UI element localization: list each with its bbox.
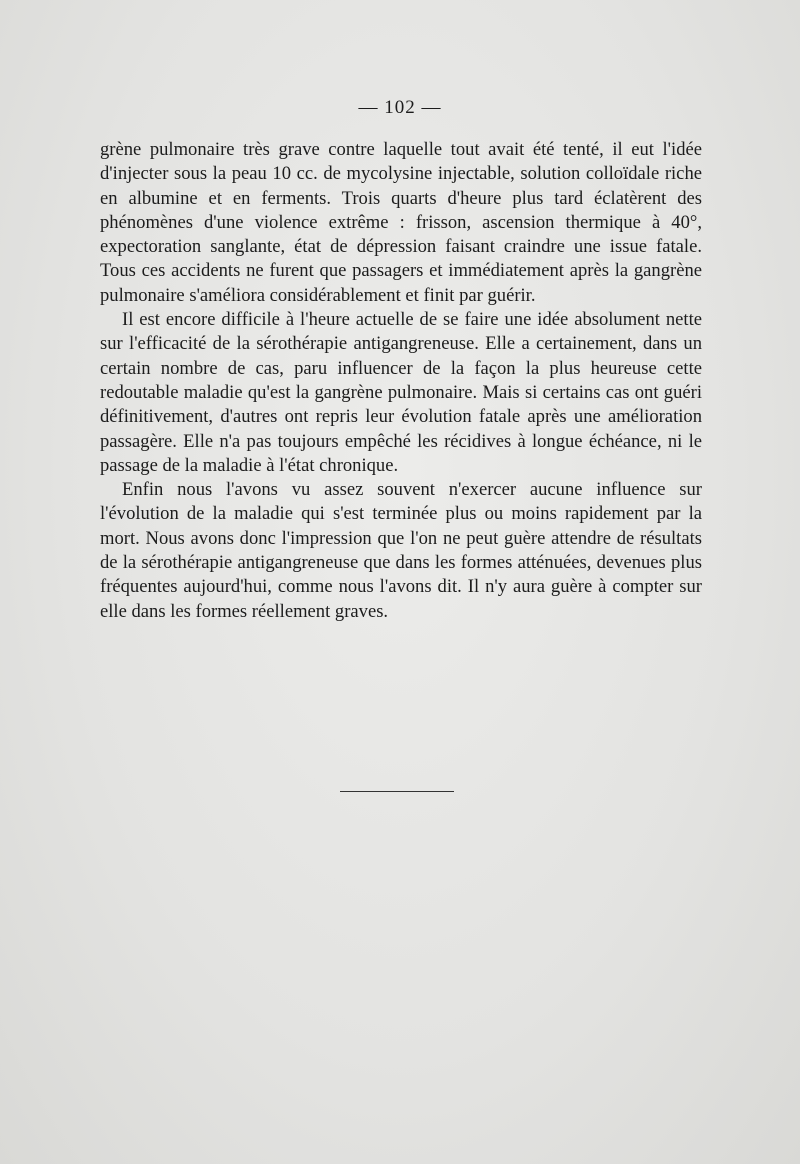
end-rule-divider [340, 791, 454, 792]
page-number: — 102 — [358, 97, 442, 118]
paragraph-conclusion: Enfin nous l'avons vu assez souvent n'exercer aucune influence sur l'évolution de la maladie qui s'est terminée plus ou moins rapidement par la mort. Nous avons donc l'impression que l'on ne peut guère attendre de résultats de la sérothérapie antigangreneuse que dans les formes atténuées, devenues plus fréquentes aujourd'hui, comme nous l'avons dit. Il n'y aura guère à compter sur elle dans les formes réellement graves. [100, 479, 702, 622]
body-text [100, 138, 702, 624]
paragraph-efficacy: Il est encore difficile à l'heure actuelle de se faire une idée absolument nette sur l'efficacité de la sérothérapie antigangreneuse. Elle a certainement, dans un certain nombre de cas, paru influencer de la façon la plus heureuse cette redoutable maladie qu'est la gangrène pulmonaire. Mais si certains cas ont guéri définitivement, d'autres ont repris leur évolution fatale après une amélioration passagère. Elle n'a pas toujours empêché les récidives à longue échéance, ni le passage de la maladie à l'état chronique. [100, 309, 702, 476]
paragraph-continuation: grène pulmonaire très grave contre laquelle tout avait été tenté, il eut l'idée d'injecter sous la peau 10 cc. de mycolysine injectable, solution colloïdale riche en albumine et en ferments. Trois quarts d'heure plus tard éclatèrent des phénomènes d'une violence extrême : frisson, ascension thermique à 40°, expectoration sanglante, état de dépression faisant craindre une issue fatale. Tous ces accidents ne furent que passagers et immédiatement après la gangrène pulmonaire s'améliora considérablement et finit par guérir. [100, 139, 702, 306]
